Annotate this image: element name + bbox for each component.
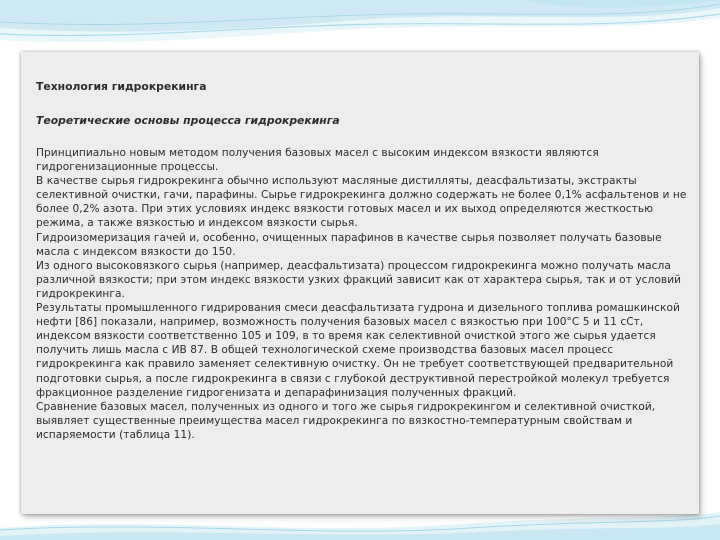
paragraph: Результаты промышленного гидрирования смеси деасфальтизата гудрона и дизельного топлива ромашкинской нефти [86] показали, например, возможность получения базовых масел с вязкостью при 100°С 5 и 11 сСт, индексом вязкости соответственно 105 и 109, в то время как селективной очисткой этого же сырья удается получить лишь масла с ИВ 87. В общей технологической схеме производства базовых масел процесс гидрокрекинга как правило заменяет селективную очистку. Он не требует соответствующей предварительной подготовки сырья, а после гидрокрекинга в связи с глубокой деструктивной перестройкой молекул требуется фракционное разделение гидрогенизата и депарафинизация полученных фракций. [36, 302, 680, 399]
paragraph: Из одного высоковязкого сырья (например, деасфальтизата) процессом гидрокрекинга можно получать масла различной вязкости; при этом индекс вязкости узких фракций зависит как от характера сырья, так и от условий гидрокрекинга. [36, 259, 682, 300]
paragraph: Сравнение базовых масел, полученных из одного и того же сырья гидрокрекингом и селективной очисткой, выявляет существенные преимущества масел гидрокрекинга по вязкостно-температурным свойствам и испаряемости (таблица 11). [36, 400, 656, 441]
paragraph: Принципиально новым методом получения базовых масел с высоким индексом вязкости являются гидрогенизационные процессы. [36, 147, 599, 174]
document-title: Технология гидрокрекинга [36, 80, 207, 93]
document-subtitle: Теоретические основы процесса гидрокрекинга [36, 114, 340, 127]
paragraph: Гидроизомеризация гачей и, особенно, очищенных парафинов в качестве сырья позволяет получать базовые масла с индексом вязкости до 150. [36, 231, 662, 258]
document-body [36, 80, 692, 442]
paragraph: В качестве сырья гидрокрекинга обычно используют масляные дистилляты, деасфальтизаты, экстракты селективной очистки, гачи, парафины. Сырье гидрокрекинга должно содержать не более 0,1% асфальтенов и не более 0,2% азота. При этих условиях индекс вязкости готовых масел и их выход определяются жесткостью режима, а также вязкостью и индексом вязкости сырья. [36, 175, 687, 230]
